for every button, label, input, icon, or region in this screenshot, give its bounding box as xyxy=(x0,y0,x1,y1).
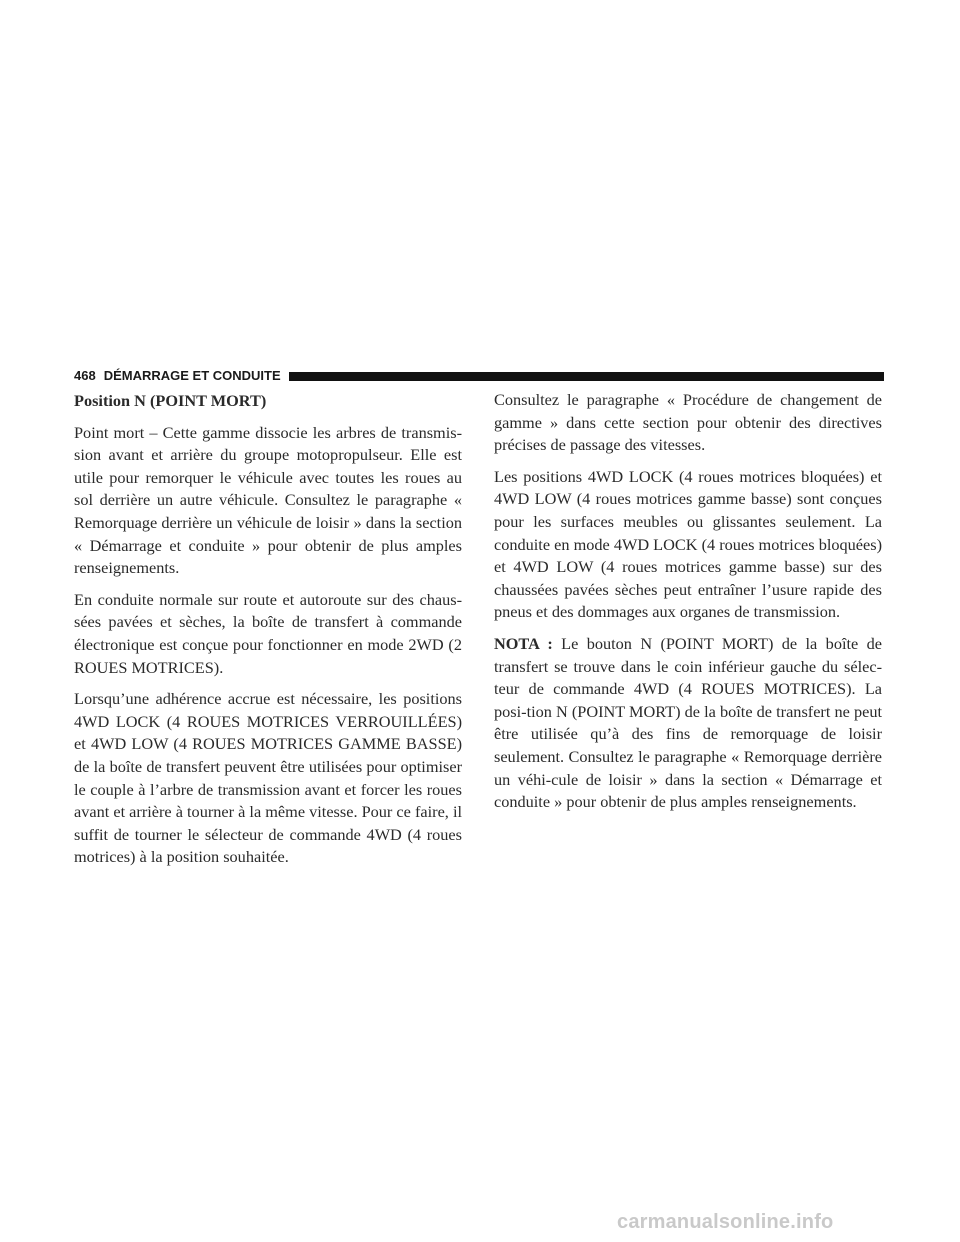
section-title: DÉMARRAGE ET CONDUITE xyxy=(103,368,281,383)
page-header xyxy=(74,368,884,384)
left-column xyxy=(74,390,462,878)
page-number: 468 xyxy=(74,368,96,383)
nota-label: NOTA : xyxy=(494,633,553,653)
paragraph-4wd-positions: Les positions 4WD LOCK (4 roues motrices bloquées) et 4WD LOW (4 roues motrices gamme basse) sont conçues pour les surfaces meubles ou glissantes seulement. La conduite en mode 4WD LOCK (4 roues motrices bloquées) et 4WD LOW (4 roues motrices gamme basse) sur des chaussées pavées sèches peut entraîner l’usure rapide des pneus et des dommages aux organes de transmission. xyxy=(494,466,882,622)
paragraph-traction: Lorsqu’une adhérence accrue est nécessaire, les positions 4WD LOCK (4 ROUES MOTRICES VERROUILLÉES) et 4WD LOW (4 ROUES MOTRICES GAMME BASSE) de la boîte de transfert peuvent être utilisées pour optimiser le couple à l’arbre de transmission avant et forcer les roues avant et arrière à tourner à la même vitesse. Pour ce faire, il suffit de tourner le sélecteur de commande 4WD (4 roues motrices) à la position souhaitée. xyxy=(74,689,462,867)
right-column xyxy=(494,389,882,823)
nota-paragraph xyxy=(494,633,882,814)
paragraph-shift-procedure: Consultez le paragraphe « Procédure de changement de gamme » dans cette section pour obtenir des directives précises de passage des vitesses. xyxy=(494,390,882,455)
section-heading: Position N (POINT MORT) xyxy=(74,391,267,410)
paragraph-normal-driving: En conduite normale sur route et autoroute sur des chaus-sées pavées et sèches, la boîte de transfert à commande électronique est conçue pour fonctionner en mode 2WD (2 ROUES MOTRICES). xyxy=(74,589,462,677)
paragraph-neutral-description: Point mort – Cette gamme dissocie les arbres de transmis-sion avant et arrière du groupe motopropulseur. Elle est utile pour remorquer le véhicule avec toutes les roues au sol derrière un autre véhicule. Consultez le paragraphe « Remorquage derrière un véhicule de loisir » dans la section « Démarrage et conduite » pour obtenir de plus amples renseignements. xyxy=(74,422,462,578)
watermark: carmanualsonline.info xyxy=(617,1211,834,1233)
nota-text: Le bouton N (POINT MORT) de la boîte de transfert se trouve dans le coin inférieur gauche du sélec-teur de commande 4WD (4 ROUES MOTRICES). La posi-tion N (POINT MORT) de la boîte de transfert ne peut être utilisée qu’à des fins de remorquage de loisir seulement. Consultez le paragraphe « Remorquage derrière un véhi-cule de loisir » dans la section « Démarrage et conduite » pour obtenir de plus amples renseignements. xyxy=(494,633,882,812)
header-rule xyxy=(289,372,884,381)
